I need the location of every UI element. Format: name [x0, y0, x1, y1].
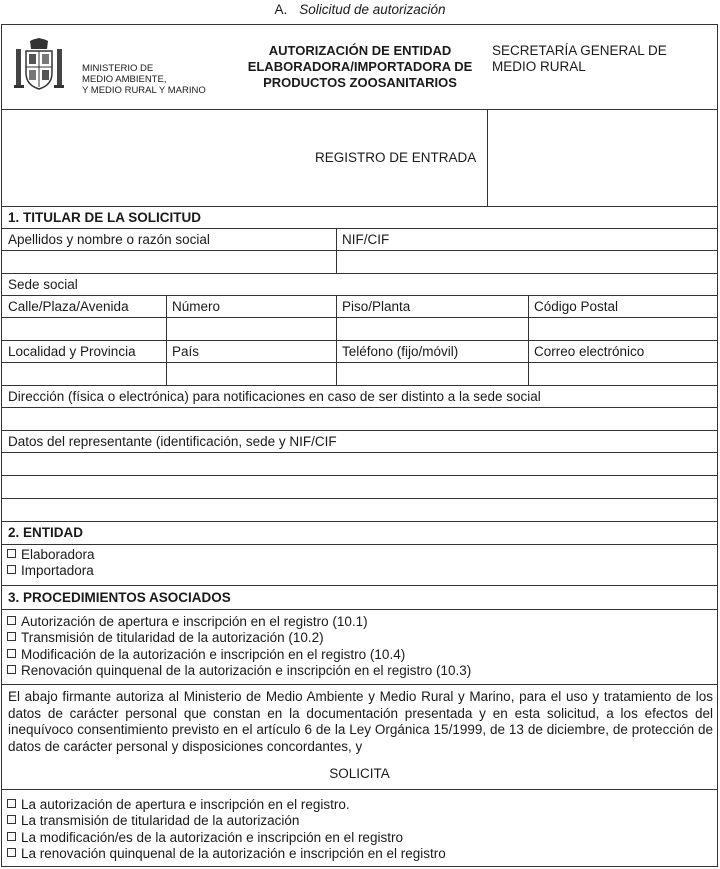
calle-label: Calle/Plaza/Avenida [8, 299, 129, 314]
declaration-paragraph: El abajo firmante autoriza al Ministerio de Medio Ambiente y Medio Rural y Marino, para el uso y tratamiento de los datos de carácter personal que constan en la documentación presentada y en esta solicitud, a los efectos del inequívoco consentimiento previsto en el artículo 6 de la Ley Orgánica 15/1999, de 13 de diciembre, de protección de datos de carácter personal y disposiciones concordantes, y [8, 689, 713, 754]
caption-number: A. [274, 2, 288, 17]
request-option-label: La renovación quinquenal de la autorización e inscripción en el registro [21, 846, 446, 862]
entidad-option-label: Elaboradora [21, 547, 95, 562]
correo-field[interactable] [529, 363, 717, 385]
divider [2, 430, 717, 431]
request-option[interactable] [7, 797, 446, 813]
calle-field[interactable] [2, 318, 166, 340]
divider [2, 206, 717, 207]
divider [2, 295, 717, 296]
nif-label: NIF/CIF [342, 232, 390, 247]
procedimiento-option[interactable] [7, 630, 471, 646]
procedimiento-option-label: Modificación de la autorización e inscripción en el registro (10.4) [21, 646, 406, 662]
nif-field[interactable] [337, 251, 717, 273]
registro-stamp-field[interactable] [488, 110, 717, 206]
procedimiento-option-label: Renovación quinquenal de la autorización e inscripción en el registro (10.3) [21, 663, 472, 679]
representante-label: Datos del representante (identificación, sede y NIF/CIF [8, 434, 337, 449]
procedimiento-option[interactable] [7, 614, 471, 630]
form-title-line: ELABORADORA/IMPORTADORA DE [247, 59, 473, 74]
divider [2, 789, 717, 790]
solicita-label: SOLICITA [329, 766, 390, 781]
section2-heading: 2. ENTIDAD [8, 525, 84, 540]
form-title-line: AUTORIZACIÓN DE ENTIDAD [268, 43, 452, 58]
checkbox-icon[interactable] [7, 649, 16, 658]
procedimiento-option[interactable] [7, 647, 471, 663]
application-form [1, 24, 718, 867]
divider [528, 295, 529, 385]
request-option-label: La autorización de apertura e inscripción en el registro. [21, 797, 350, 812]
entidad-options [7, 547, 95, 580]
procedimiento-option[interactable] [7, 663, 471, 679]
numero-field[interactable] [167, 318, 336, 340]
section1-heading: 1. TITULAR DE LA SOLICITUD [8, 210, 201, 225]
telefono-field[interactable] [337, 363, 528, 385]
correo-label: Correo electrónico [534, 344, 645, 359]
telefono-label: Teléfono (fijo/móvil) [342, 344, 459, 359]
numero-label: Número [172, 299, 221, 314]
apellidos-label: Apellidos y nombre o razón social [8, 232, 210, 247]
secretaria-line: MEDIO RURAL [492, 59, 586, 74]
procedimientos-options [7, 614, 471, 680]
representante-field-line-1[interactable] [2, 453, 717, 475]
ministry-line: Y MEDIO RURAL Y MARINO [82, 85, 206, 96]
divider [2, 684, 717, 685]
secretaria-line: SECRETARÍA GENERAL DE [492, 43, 667, 58]
divider [2, 521, 717, 522]
divider [2, 385, 717, 386]
ministry-name [82, 63, 206, 96]
divider [2, 228, 717, 229]
request-option-label: La modificación/es de la autorización e inscripción en el registro [21, 829, 403, 845]
divider [2, 544, 717, 545]
checkbox-icon[interactable] [7, 632, 16, 641]
request-option[interactable] [7, 830, 446, 846]
checkbox-icon[interactable] [7, 565, 16, 574]
divider [336, 295, 337, 385]
divider [2, 273, 717, 274]
cp-field[interactable] [529, 318, 717, 340]
checkbox-icon[interactable] [7, 815, 16, 824]
checkbox-icon[interactable] [7, 832, 16, 841]
request-options [7, 797, 446, 863]
sede-label: Sede social [8, 277, 78, 292]
pais-field[interactable] [167, 363, 336, 385]
procedimiento-option-label: Autorización de apertura e inscripción en el registro (10.1) [21, 614, 368, 629]
request-option[interactable] [7, 813, 446, 829]
checkbox-icon[interactable] [7, 549, 16, 558]
representante-field-line-3[interactable] [2, 499, 717, 521]
entidad-option[interactable] [7, 547, 95, 563]
entidad-option-label: Importadora [21, 563, 94, 579]
cp-label: Código Postal [534, 299, 619, 314]
divider [166, 295, 167, 385]
direccion-field[interactable] [2, 408, 717, 430]
checkbox-icon[interactable] [7, 616, 16, 625]
localidad-label: Localidad y Provincia [8, 344, 136, 359]
caption-title: Solicitud de autorización [299, 2, 446, 17]
procedimiento-option-label: Transmisión de titularidad de la autorización (10.2) [21, 630, 324, 646]
checkbox-icon[interactable] [7, 799, 16, 808]
coat-of-arms-icon [14, 37, 64, 95]
form-title [234, 43, 486, 91]
representante-field-line-2[interactable] [2, 476, 717, 498]
divider [2, 609, 717, 610]
request-option-label: La transmisión de titularidad de la autorización [21, 813, 300, 829]
secretaria-name [492, 43, 702, 75]
piso-field[interactable] [337, 318, 528, 340]
entidad-option[interactable] [7, 563, 95, 579]
ministry-line: MINISTERIO DE [82, 63, 154, 74]
document-caption [0, 0, 720, 22]
registro-label: REGISTRO DE ENTRADA [315, 150, 477, 165]
divider [2, 585, 717, 586]
request-option[interactable] [7, 846, 446, 862]
direccion-label: Dirección (física o electrónica) para notificaciones en caso de ser distinto a la sede social [8, 389, 541, 404]
localidad-field[interactable] [2, 363, 166, 385]
piso-label: Piso/Planta [342, 299, 411, 314]
checkbox-icon[interactable] [7, 665, 16, 674]
section3-heading: 3. PROCEDIMIENTOS ASOCIADOS [8, 590, 231, 605]
checkbox-icon[interactable] [7, 848, 16, 857]
form-title-line: PRODUCTOS ZOOSANITARIOS [263, 75, 457, 90]
pais-label: País [172, 344, 200, 359]
divider [2, 340, 717, 341]
apellidos-field[interactable] [2, 251, 336, 273]
ministry-line: MEDIO AMBIENTE, [82, 74, 167, 85]
